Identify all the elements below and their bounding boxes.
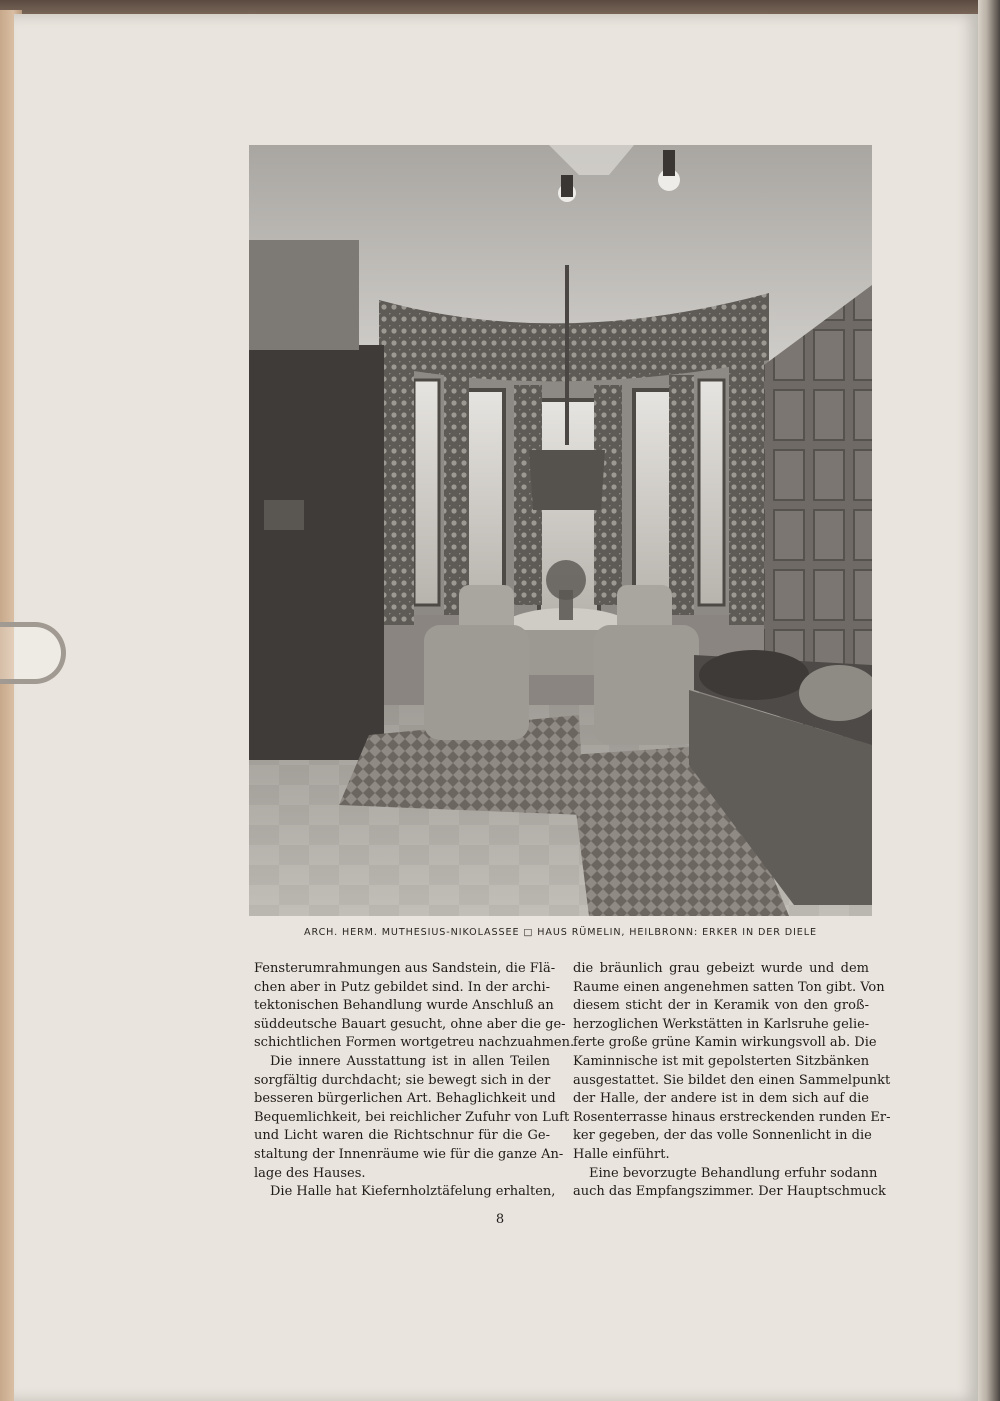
- page-number: 8: [495, 1212, 505, 1227]
- text-line: besseren bürgerlichen Art. Behaglichkeit und: [254, 1091, 556, 1107]
- text-line: staltung der Innenräume wie für die ganze An-: [254, 1146, 564, 1162]
- text-line: Raume einen angenehmen satten Ton gibt. Von: [573, 979, 885, 995]
- text-line: Eine bevorzugte Behandlung erfuhr sodann: [589, 1165, 878, 1181]
- text-line: herzoglichen Werkstätten in Karlsruhe gelie-: [573, 1016, 870, 1032]
- text-column-left: [254, 960, 575, 1202]
- text-line: der Halle, der andere ist in dem sich auf die: [573, 1091, 869, 1107]
- text-line: Die innere Ausstattung ist in allen Teilen: [270, 1053, 550, 1069]
- text-line: süddeutsche Bauart gesucht, ohne aber die ge-: [254, 1016, 566, 1032]
- photo-caption: ARCH. HERM. MUTHESIUS-NIKOLASSEE □ HAUS RÜMELIN, HEILBRONN: ERKER IN DER DIELE: [304, 927, 817, 938]
- interior-photograph: [249, 145, 872, 916]
- text-line: schichtlichen Formen wortgetreu nachzuahmen.: [254, 1035, 575, 1051]
- text-line: sorgfältig durchdacht; sie bewegt sich in der: [254, 1072, 551, 1088]
- text-line: auch das Empfangszimmer. Der Hauptschmuck: [573, 1184, 886, 1200]
- paper-clip-icon: [0, 622, 66, 684]
- text-line: und Licht waren die Richtschnur für die Ge-: [254, 1128, 550, 1144]
- text-line: diesem sticht der in Keramik von den groß-: [573, 998, 869, 1014]
- text-line: Halle einführt.: [573, 1146, 670, 1162]
- text-line: Die Halle hat Kiefernholztäfelung erhalten,: [270, 1184, 556, 1200]
- text-line: ausgestattet. Sie bildet den einen Sammelpunkt: [573, 1072, 891, 1088]
- text-column-right: [573, 960, 891, 1202]
- text-line: die bräunlich grau gebeizt wurde und dem: [573, 961, 869, 976]
- text-line: Kaminnische ist mit gepolsterten Sitzbänken: [573, 1053, 870, 1069]
- text-line: tektonischen Behandlung wurde Anschluß an: [254, 998, 554, 1014]
- text-line: chen aber in Putz gebildet sind. In der archi-: [254, 979, 550, 995]
- page-edge-shadow: [978, 0, 1000, 1401]
- text-line: Bequemlichkeit, bei reichlicher Zufuhr von Luft: [254, 1109, 570, 1125]
- text-line: ker gegeben, der das volle Sonnenlicht in die: [573, 1128, 872, 1144]
- photo-illustration: [249, 145, 872, 916]
- text-line: Rosenterrasse hinaus erstreckenden runden Er-: [573, 1109, 891, 1125]
- text-line: Fensterumrahmungen aus Sandstein, die Flä-: [254, 961, 556, 976]
- text-line: lage des Hauses.: [254, 1165, 366, 1181]
- text-line: ferte große grüne Kamin wirkungsvoll ab. Die: [573, 1035, 877, 1051]
